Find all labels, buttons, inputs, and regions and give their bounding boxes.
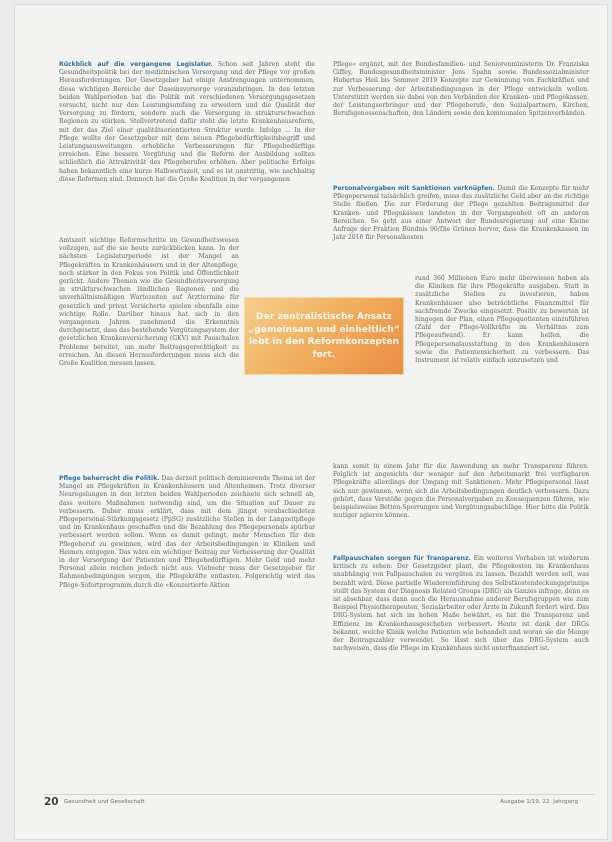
section-lead-review: Rückblick auf die vergangene Legislatur. bbox=[59, 61, 213, 68]
left-column-care bbox=[59, 475, 315, 590]
page-footer bbox=[14, 796, 608, 810]
right-column-staffing bbox=[333, 185, 589, 242]
paragraph-text: rund 360 Millionen Euro mehr überwiesen haben als die Kliniken für ihre Pflegekräfte ausgaben. Statt in zusätzliche Stellen zu investieren, haben Krankenhäuser also beträchtliche Finanzmittel für sachfremde Zwecke eingesetzt. Positiv zu bewerten ist hingegen der Plan, einen Pflegequotienten einzuführen (Zahl der Pflege-Vollkräfte im Verhältnis zum Pflegeaufwand). Er kann helfen, die Pflegepersonalausstattung in den Krankenhäusern sowie die Patientensicherheit zu verbessern. Das Instrument ist relativ einfach umzusetzen und bbox=[415, 275, 589, 365]
paragraph bbox=[333, 555, 589, 653]
right-column-wrap bbox=[415, 275, 589, 365]
footer-divider bbox=[43, 794, 595, 795]
right-column-top bbox=[333, 61, 589, 118]
magazine-page bbox=[14, 4, 608, 840]
paragraph bbox=[59, 61, 315, 184]
paragraph-text: Amtszeit wichtige Reformschritte im Gesundheitswesen vollzogen, auf die sie heute zurückblicken kann. In der nächsten Legislaturperiode ist der Mangel an Pflegekräften in Krankenhäusern und in der Altenpflege, noch stärker in den Fokus von Politik und Öffentlichkeit gerückt. Andere Themen wie die Gesundheitsversorgung in strukturschwachen ländlichen Regionen und die unverhältnismäßigen Wartezeiten auf Arzttermine für gesetzlich und privat Versicherte spielen ebenfalls eine wichtige Rolle. Darüber hinaus hat sich in den vergangenen Jahren zunehmend die Erkenntnis durchgesetzt, dass das bestehende Vergütungssystem der gesetzlichen Krankenversicherung (GKV) mit Pauschalen Probleme bereitet, um mehr Beitragsgerechtigkeit zu erreichen. An diesen Herausforderungen muss sich die Große Koalition messen lassen. bbox=[59, 237, 239, 368]
paragraph-text: Schon seit Jahren steht die Gesundheitspolitik bei der medizinischen Versorgung und der Pflege vor großen Herausforderungen. Der Gesetzgeber hat einige Anstrengungen unternommen, diese wichtigen Bereiche der Daseinsvorsorge voranzubringen. In den letzten beiden Wahlperioden hat die Politik mit verschiedenen Versorgungsgesetzen versucht, nicht nur den Leistungsumfang zu erweitern und die Qualität der Versorgung zu fördern, sondern auch die Versorgung in strukturschwachen Regionen zu stärken. Stellvertretend dafür steht die letzte Krankenhausreform, mit der das Ziel einer qualitätsorientierten Struktur wurde. Infolge ... In der Pflege wollte der Gesetzgeber mit dem neuen Pflegebedürftigkeitsbegriff und Leistungsausweitungen erhebliche Verbesserungen für Pflegebedürftige erreichen. Eine bessere Vergütung und die Reform der Ausbildung sollten schließlich die Attraktivität des Pflegeberufes erhöhen. Aber politische Erfolge haben bekanntlich eine kurze Halbwertszeit, und es ist unstrittig, wie nachhaltig diese Reformen sind. Dennoch hat die Große Koalition in der vergangenen bbox=[59, 61, 315, 183]
section-lead-staffing: Personalvorgaben mit Sanktionen verknüpfen. bbox=[333, 185, 495, 192]
paragraph-text: kann somit in einem Jahr für die Anwendung an mehr Transparenz führen. Folglich ist angesichts der weniger auf den Arbeitsmarkt frei verfügbaren Pflegekräfte allerdings der Umgang mit Sanktionen. Mehr Pflegepersonal lässt sich nur gewinnen, wenn sich die Arbeitsbedingungen deutlich verbessern. Dazu gehört, dass Verstöße gegen die Personalvorgaben zu Konsequenzen führen, wie beispielsweise Betten-Sperrungen und Vergütungsabschläge. Hier bitte die Politik mutiger agieren können. bbox=[333, 463, 589, 520]
issue-info: Ausgabe 1/19, 22. Jahrgang bbox=[500, 799, 578, 805]
right-column-sanctions bbox=[333, 463, 589, 520]
left-column-wrap bbox=[59, 237, 239, 368]
paragraph-text: Damit die Konzepte für mehr Pflegepersonal tatsächlich greifen, muss das zusätzliche Geld aber an die richtige Stelle fließen. Die zur Förderung der Pflege gezahlten Beitragsmittel der Kranken- und Pflegekassen landeten in der Vergangenheit oft an anderen Bereichen. So geht aus einer Antwort der Bundesregierung auf eine Kleine Anfrage der Fraktion Bündnis 90/Die Grünen hervor, dass die Krankenkassen im Jahr 2016 für Personalkosten bbox=[333, 185, 589, 242]
section-name: Gesundheit und Gesellschaft bbox=[64, 799, 145, 805]
page-number: 20 bbox=[44, 796, 59, 808]
pull-quote-text: Der zentralistische Ansatz „gemeinsam und einheitlich“ lebt in den Reformkonzepten fort. bbox=[248, 312, 400, 360]
left-column-intro bbox=[59, 61, 315, 184]
paragraph-text: Pflege« ergänzt, mit der Bundesfamilien- und Seniorenministerin Dr. Franziska Giffey, Bundesgesundheitsminister Jens Spahn sowie Bundessozialminister Hubertus Heil bis Sommer 2019 Konzepte zur Gewinnung von Fachkräften und zur Verbesserung der Arbeitsbedingungen in der Pflege entwickeln wollen. Unterstützt werden sie dabei von den Verbänden der Kranken- und Pflegekassen, der Leistungserbringer und der Pflegeberufe, den Sozialpartnern, Kirchen, Berufsgenossenschaften, den Ländern sowie den kommunalen Spitzenverbänden. bbox=[333, 61, 589, 118]
section-lead-care-politics: Pflege beherrscht die Politik. bbox=[59, 475, 160, 482]
section-lead-drg: Fallpauschalen sorgen für Transparenz. bbox=[333, 555, 471, 562]
paragraph-text: Das derzeit politisch dominierende Thema ist der Mangel an Pflegekräften in Krankenhäusern und Altenheimen. Trotz diverser Neuregelungen in den letzten beiden Wahlperioden zeichnete sich schnell ab, dass weitere Maßnahmen notwendig sind, um die Situation auf Dauer zu verbessern. Daher muss erklärt, dass mit dem jüngst verabschiedeten Pflegepersonal-Stärkungsgesetz (PpSG) zusätzliche Stellen in der Langzeitpflege und im Krankenhaus geschaffen und die Bezahlung des Pflegepersonals spürbar verbessert werden sollen. Wenn es damit gelingt, mehr Menschen für den Pflegeberuf zu gewinnen, wird das der Arbeitsbedingungen in Kliniken und Heimen entgegen. Das wäre ein wichtiger Beitrag zur Verbesserung der Qualität in der Versorgung der Patienten und Pflegebedürftigen. Mehr Geld und mehr Personal allein reichen jedoch nicht aus. Vielmehr muss der Gesetzgeber für Rahmenbedingungen sorgen, die Pflegekräfte entlasten. Folgerichtig wird das Pflege-Sofortprogramm durch die »Konzertierte Aktion bbox=[59, 475, 315, 589]
pull-quote-box bbox=[244, 297, 404, 375]
paragraph bbox=[59, 475, 315, 590]
paragraph bbox=[333, 185, 589, 242]
paragraph-text: Ein weiteres Vorhaben ist wiederum kritisch zu sehen: Der Gesetzgeber plant, die Pflegekosten im Krankenhaus unabhängig von Fallpauschalen zu vergüten zu lassen. Bezahlt werden soll, was bezahlt wird. Diese partielle Wiedereinführung des Selbstkostendeckungsprinzips stellt das System der Diagnosis Related Groups (DRG) als Ganzes infrage, denn es ist absehbar, dass dann auch die Herausnahme anderer Berufsgruppen wie zum Beispiel Physiotherapeuten, Sozialarbeiter oder Ärzte in Zukunft fordert wird. Das DRG-System hat sich im hohen Maße bewährt, es hat die Transparenz und Effizienz im Krankenhausgeschehen verbessert. Heute ist dank der DRGs bekannt, welche Klinik welche Patienten wie behandelt und woran sie die Menge der Beitragszahler verwendet. So lässt sich über das DRG-System auch nachweisen, dass die Pflege im Krankenhaus nicht unterfinanziert ist. bbox=[333, 555, 589, 653]
right-column-drg bbox=[333, 555, 589, 653]
